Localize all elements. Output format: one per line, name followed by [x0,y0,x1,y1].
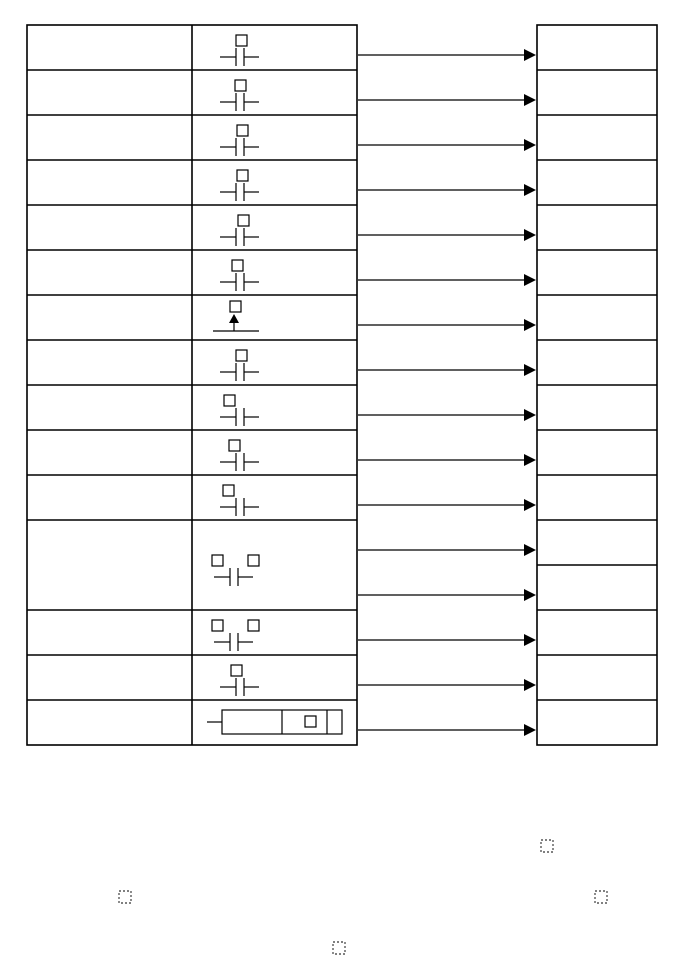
operand-box-icon [223,485,234,496]
arrow-head-icon [524,139,536,151]
arrow-head-icon [524,679,536,691]
arrow-head-icon [524,229,536,241]
operand-box-icon [229,440,240,451]
arrow-head-icon [524,409,536,421]
operand-box-icon [238,215,249,226]
arrow-head-icon [524,589,536,601]
rising-edge-arrow-icon [229,314,239,323]
placeholder-box-icon [595,891,607,903]
operand-box-icon [224,395,235,406]
operand-box-icon [230,301,241,312]
operand-box-icon [248,555,259,566]
operand-box-icon [237,170,248,181]
arrow-head-icon [524,49,536,61]
arrow-head-icon [524,184,536,196]
arrow-head-icon [524,499,536,511]
operand-box-icon [248,620,259,631]
arrow-head-icon [524,364,536,376]
operand-box-icon [236,350,247,361]
operand-box-icon [235,80,246,91]
operand-box-icon [231,665,242,676]
operand-box-icon [237,125,248,136]
operand-box-icon [232,260,243,271]
mapping-arrows [358,49,536,736]
table-grid [27,25,657,745]
operand-box-icon [212,555,223,566]
footer-placeholders [119,840,607,954]
operand-box-icon [305,716,316,727]
arrow-head-icon [524,94,536,106]
placeholder-box-icon [119,891,131,903]
arrow-head-icon [524,544,536,556]
placeholder-box-icon [333,942,345,954]
arrow-head-icon [524,319,536,331]
arrow-head-icon [524,634,536,646]
arrow-head-icon [524,274,536,286]
operand-box-icon [236,35,247,46]
operand-box-icon [212,620,223,631]
arrow-head-icon [524,724,536,736]
arrow-head-icon [524,454,536,466]
placeholder-box-icon [541,840,553,852]
